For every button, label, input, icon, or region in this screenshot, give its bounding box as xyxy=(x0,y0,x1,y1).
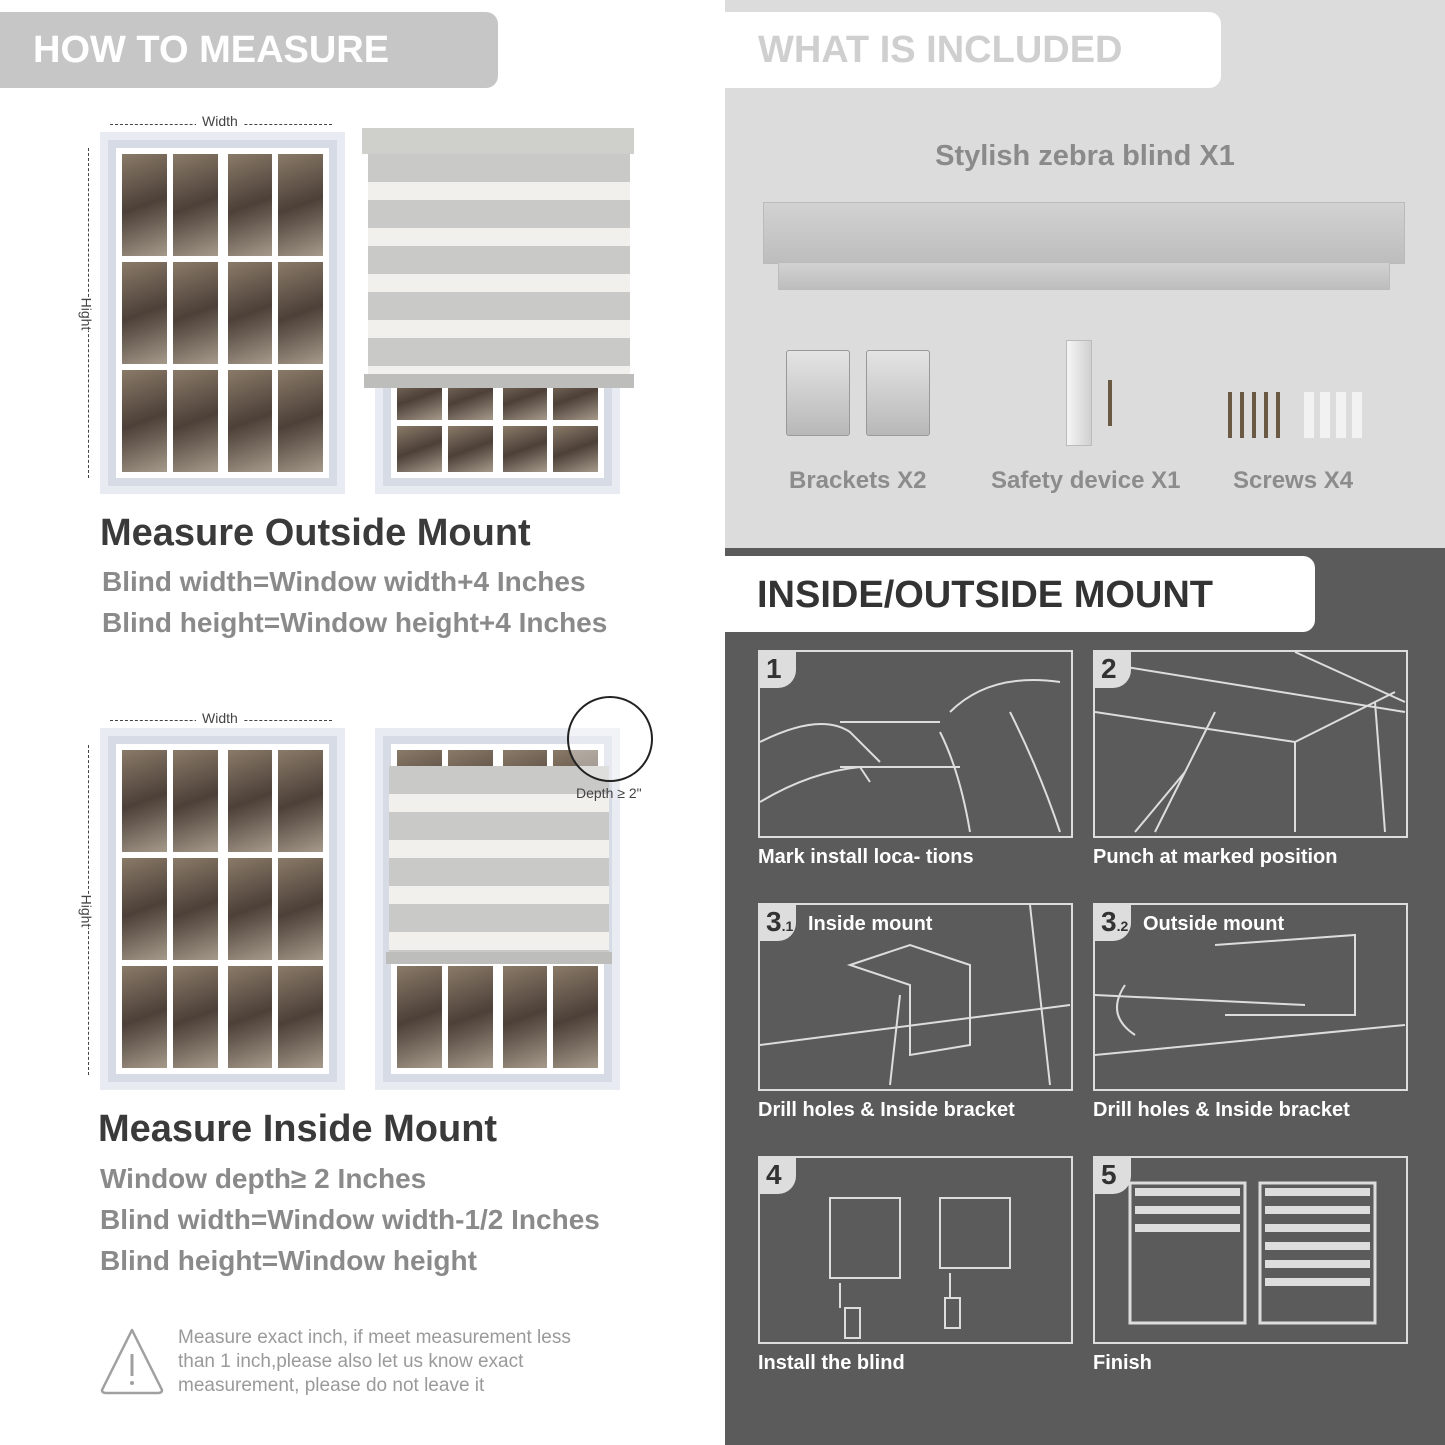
step-illustration xyxy=(758,650,1073,838)
blind-headrail-lower-image xyxy=(778,262,1390,290)
step-caption: Drill holes & Inside bracket xyxy=(1093,1099,1350,1121)
depth-magnifier-circle xyxy=(567,696,653,782)
step-caption: Install the blind xyxy=(758,1352,905,1374)
step-number: 3.1 xyxy=(760,905,796,941)
step-drawing xyxy=(1095,652,1406,836)
window-image xyxy=(100,132,345,494)
blind-bottom-rail xyxy=(386,952,612,964)
blind-headrail-image xyxy=(763,202,1405,264)
step-caption: Drill holes & Inside bracket xyxy=(758,1099,1015,1121)
step-number: 2 xyxy=(1095,652,1131,688)
screws-label: Screws X4 xyxy=(1233,467,1354,494)
step-caption: Mark install loca- tions xyxy=(758,846,974,868)
step-drawing xyxy=(1095,1158,1406,1342)
wall-anchors-image xyxy=(1304,392,1368,438)
warning-triangle-icon xyxy=(98,1326,166,1396)
warning-text xyxy=(178,1326,571,1398)
step-number: 1 xyxy=(760,652,796,688)
warning-line: Measure exact inch, if meet measurement less xyxy=(178,1327,571,1348)
safety-device-image xyxy=(1066,340,1092,446)
step-illustration xyxy=(758,1156,1073,1344)
inside-mount-height-rule: Blind height=Window height xyxy=(100,1245,477,1276)
step-caption: Finish xyxy=(1093,1352,1152,1374)
depth-label: Depth ≥ 2" xyxy=(576,785,642,801)
zebra-blind-image xyxy=(368,154,630,376)
step-illustration xyxy=(758,903,1073,1091)
step-illustration xyxy=(1093,650,1408,838)
inside-outside-mount-header: INSIDE/OUTSIDE MOUNT xyxy=(725,556,1315,632)
width-label: Width xyxy=(196,710,244,726)
inside-mount-width-rule: Blind width=Window width-1/2 Inches xyxy=(100,1204,600,1235)
outside-mount-height-rule: Blind height=Window height+4 Inches xyxy=(102,607,608,638)
blind-bottom-rail xyxy=(364,374,634,388)
height-label: Hight xyxy=(78,297,95,331)
warning-line: measurement, please do not leave it xyxy=(178,1375,485,1396)
step-drawing xyxy=(760,1158,1071,1342)
step-title: Outside mount xyxy=(1143,913,1285,935)
screws-image xyxy=(1228,392,1288,438)
bracket-image xyxy=(866,350,930,436)
blind-cassette xyxy=(362,128,634,154)
how-to-measure-header: HOW TO MEASURE xyxy=(0,12,498,88)
inside-mount-depth-rule: Window depth≥ 2 Inches xyxy=(100,1163,427,1194)
screw-image xyxy=(1108,380,1112,426)
step-illustration xyxy=(1093,1156,1408,1344)
height-label: Hight xyxy=(78,894,95,928)
step-number: 5 xyxy=(1095,1158,1131,1194)
step-title: Inside mount xyxy=(808,913,933,935)
brackets-label: Brackets X2 xyxy=(789,467,927,494)
step-illustration xyxy=(1093,903,1408,1091)
step-number: 4 xyxy=(760,1158,796,1194)
warning-line: than 1 inch,please also let us know exact xyxy=(178,1351,524,1372)
bracket-image xyxy=(786,350,850,436)
what-is-included-header: WHAT IS INCLUDED xyxy=(725,12,1221,88)
step-number: 3.2 xyxy=(1095,905,1131,941)
outside-mount-title: Measure Outside Mount xyxy=(100,512,531,554)
blind-item-label: Stylish zebra blind X1 xyxy=(935,140,1235,172)
width-label: Width xyxy=(196,113,244,129)
step-caption: Punch at marked position xyxy=(1093,846,1338,868)
outside-mount-width-rule: Blind width=Window width+4 Inches xyxy=(102,566,586,597)
window-image xyxy=(100,728,345,1090)
inside-mount-title: Measure Inside Mount xyxy=(98,1108,498,1150)
safety-device-label: Safety device X1 xyxy=(991,467,1181,494)
step-drawing xyxy=(760,652,1071,836)
